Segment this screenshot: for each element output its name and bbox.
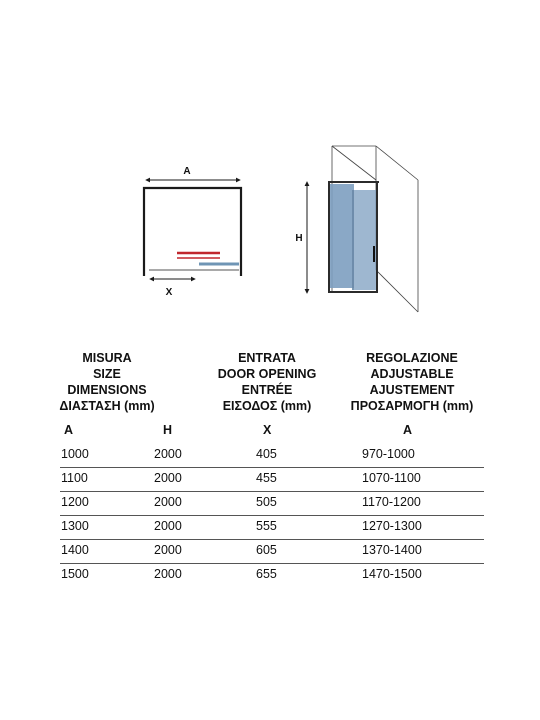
column-letters <box>60 418 484 444</box>
header-adjustable-line: AJUSTEMENT <box>369 383 455 397</box>
cell-adjustable: 1070-1100 <box>362 471 421 485</box>
cell-adjustable: 1370-1400 <box>362 543 422 557</box>
door-glass-sliding <box>352 190 376 290</box>
header-size-line: SIZE <box>93 367 121 381</box>
cabin-bottom-right-edge <box>376 270 418 312</box>
header-size <box>42 350 172 414</box>
cell-height: 2000 <box>154 471 182 485</box>
header-opening-line: ΕΙΣΟΔΟΣ (mm) <box>222 399 312 413</box>
cell-adjustable: 1170-1200 <box>362 495 421 509</box>
table-row <box>60 467 484 491</box>
table-row <box>60 563 484 587</box>
header-adjustable <box>340 350 484 414</box>
cell-height: 2000 <box>154 495 182 509</box>
dimensions-table <box>60 350 484 587</box>
header-size-line: MISURA <box>82 351 132 365</box>
table-row <box>60 539 484 563</box>
elevation-height-label: H <box>295 233 303 244</box>
cell-opening: 505 <box>256 495 277 509</box>
header-door-opening <box>202 350 332 414</box>
cell-adjustable: 1270-1300 <box>362 519 422 533</box>
cell-width: 1300 <box>61 519 89 533</box>
cell-height: 2000 <box>154 519 182 533</box>
cell-opening: 405 <box>256 447 277 461</box>
header-adjustable-line: ADJUSTABLE <box>370 367 454 381</box>
cell-width: 1000 <box>61 447 89 461</box>
header-size-line: ΔΙΑΣΤΑΣΗ (mm) <box>59 399 155 413</box>
plan-width-label: A <box>183 166 191 177</box>
cell-width: 1100 <box>61 471 88 485</box>
cell-opening: 605 <box>256 543 277 557</box>
header-opening-line: ENTRATA <box>238 351 296 365</box>
plan-view <box>144 166 241 298</box>
cell-opening: 555 <box>256 519 277 533</box>
cell-height: 2000 <box>154 447 182 461</box>
table-row <box>60 515 484 539</box>
table-header <box>60 350 484 416</box>
elevation-view <box>295 146 418 312</box>
header-adjustable-line: ΠΡΟΣΑΡΜΟΓΗ (mm) <box>350 399 474 413</box>
cell-adjustable: 1470-1500 <box>362 567 422 581</box>
header-adjustable-line: REGOLAZIONE <box>366 351 458 365</box>
cell-height: 2000 <box>154 567 182 581</box>
shower-door-diagram <box>0 0 540 340</box>
cell-opening: 455 <box>256 471 277 485</box>
cell-width: 1200 <box>61 495 89 509</box>
letter-a: A <box>64 423 74 437</box>
cell-width: 1500 <box>61 567 89 581</box>
table-row <box>60 444 484 467</box>
cabin-top-right-edge <box>376 146 418 180</box>
cell-width: 1400 <box>61 543 89 557</box>
letter-x: X <box>263 423 272 437</box>
letter-a-adjust: A <box>403 423 413 437</box>
header-opening-line: ENTRÉE <box>241 383 293 397</box>
cell-opening: 655 <box>256 567 277 581</box>
cabin-top-front-edge <box>332 146 376 180</box>
cell-height: 2000 <box>154 543 182 557</box>
plan-opening-label: X <box>165 287 173 298</box>
door-glass-fixed <box>330 184 354 288</box>
table-row <box>60 491 484 515</box>
letter-h: H <box>163 423 173 437</box>
header-size-line: DIMENSIONS <box>67 383 147 397</box>
header-opening-line: DOOR OPENING <box>217 367 317 381</box>
cell-adjustable: 970-1000 <box>362 447 415 461</box>
